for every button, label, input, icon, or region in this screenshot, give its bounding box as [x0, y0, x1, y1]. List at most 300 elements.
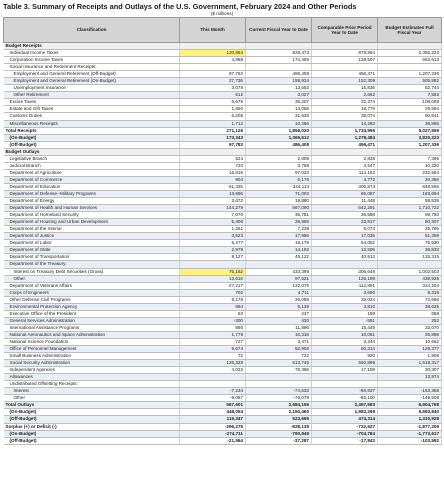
table-cell: 8,316 [378, 289, 442, 296]
row-label: Social Security Administration [4, 360, 180, 367]
row-label: Other [4, 395, 180, 402]
table-cell: 7,592 [378, 92, 442, 99]
table-cell [246, 148, 312, 155]
row-label: Estate and Gift Taxes [4, 106, 180, 113]
table-row [4, 155, 442, 162]
table-row [4, 205, 442, 212]
table-cell [246, 64, 312, 71]
row-label: Employment and General Retirement (Off-Budget) [4, 71, 180, 78]
table-row [4, 381, 442, 388]
table-row [4, 71, 442, 78]
table-cell: 35,781 [246, 212, 312, 219]
row-label: Department of Health and Human Services [4, 205, 180, 212]
table-cell: 8,127 [180, 254, 246, 261]
table-cell: 29,594 [378, 106, 442, 113]
table-cell: 11,896 [246, 324, 312, 331]
table-cell: 108,069 [378, 99, 442, 106]
table-cell: -296,275 [180, 423, 246, 430]
table-row [4, 162, 442, 169]
table-cell: 125,199 [312, 275, 378, 282]
table-cell: 560,899 [312, 360, 378, 367]
table-cell: -21,564 [180, 437, 246, 444]
column-header-prior-fytd: Comparable Prior Period Year to Date [312, 18, 378, 43]
table-cell: 58,539 [378, 198, 442, 205]
table-row [4, 134, 442, 141]
table-cell: 1,261 [180, 226, 246, 233]
table-cell: 1,207,336 [378, 141, 442, 148]
table-cell: 456,471 [312, 141, 378, 148]
row-label: Surplus (+) or Deficit (-) [4, 423, 180, 430]
table-cell: 524 [180, 155, 246, 162]
row-label: (On-Budget) [4, 430, 180, 437]
table-cell: 2,979 [180, 247, 246, 254]
row-label: Department of Housing and Urban Development [4, 219, 180, 226]
table-cell: -74,533 [246, 388, 312, 395]
row-label: (Off-Budget) [4, 437, 180, 444]
table-cell: 99,793 [378, 212, 442, 219]
table-cell: 14,193 [246, 247, 312, 254]
table-cell: 7,238 [246, 226, 312, 233]
table-cell: 702 [180, 289, 246, 296]
table-cell: -9,087 [180, 395, 246, 402]
table-cell: 119,347 [180, 416, 246, 423]
table-cell: 60,641 [378, 113, 442, 120]
row-label: Department of Labor [4, 240, 180, 247]
table-cell: 3,758 [246, 162, 312, 169]
row-label: Department of Veterans Affairs [4, 282, 180, 289]
table-cell: 72,668 [378, 296, 442, 303]
table-cell: 71,003 [246, 190, 312, 197]
table-cell: 878,884 [312, 50, 378, 57]
table-cell: 35,207 [246, 99, 312, 106]
table-cell: 2,160,460 [246, 409, 312, 416]
table-row [4, 85, 442, 92]
table-cell: 866 [180, 324, 246, 331]
table-cell: -790,848 [246, 430, 312, 437]
table-cell: -66,837 [312, 388, 378, 395]
table-cell: 232,584 [378, 169, 442, 176]
table-cell [312, 381, 378, 388]
row-label: Miscellaneous Receipts [4, 120, 180, 127]
row-label: (On-Budget) [4, 409, 180, 416]
table-cell: 12,505 [312, 247, 378, 254]
table-cell: -274,711 [180, 430, 246, 437]
table-cell: 3,547 [312, 162, 378, 169]
table-cell: 5,277 [180, 240, 246, 247]
table-cell: 13,696 [180, 190, 246, 197]
table-cell: 612 [180, 92, 246, 99]
table-cell: 86,087 [312, 190, 378, 197]
table-row [4, 346, 442, 353]
table-cell: 567,601 [180, 402, 246, 409]
table-cell: 76,630 [378, 240, 442, 247]
table-cell: 3,471 [246, 338, 312, 345]
table-cell: 97,763 [180, 71, 246, 78]
table-cell: 54,052 [312, 240, 378, 247]
column-header-budget-estimates: Budget Estimates Full Fiscal Year [378, 18, 442, 43]
row-label: Total Receipts [4, 127, 180, 134]
table-cell: -76,079 [246, 395, 312, 402]
table-cell: 1,002,503 [378, 268, 442, 275]
table-cell: 97,783 [180, 141, 246, 148]
table-cell: 10,316 [246, 331, 312, 338]
table-cell: -17,843 [312, 437, 378, 444]
table-cell: 120,884 [180, 50, 246, 57]
table-cell: 36,865 [378, 120, 442, 127]
table-cell: 45,122 [246, 254, 312, 261]
table-cell: 727 [180, 338, 246, 345]
table-cell: 732 [246, 353, 312, 360]
table-cell: 928,473 [246, 50, 312, 57]
table-row [4, 92, 442, 99]
table-row [4, 338, 442, 345]
table-cell: 13,553 [246, 85, 312, 92]
row-label: Corps of Engineers [4, 289, 180, 296]
table-cell: 5,176 [246, 176, 312, 183]
table-cell: 76,162 [180, 268, 246, 275]
table-cell: 126,328 [180, 360, 246, 367]
table-cell: 848,565 [378, 183, 442, 190]
table-cell [180, 148, 246, 155]
table-cell: 1,550 [180, 106, 246, 113]
row-label: National Science Foundation [4, 338, 180, 345]
table-cell: 8,178 [180, 296, 246, 303]
table-cell: 306,874 [312, 183, 378, 190]
row-label: Department of Justice [4, 233, 180, 240]
row-label: Unemployment Insurance [4, 85, 180, 92]
table-cell: 5,027,559 [378, 127, 442, 134]
table-row [4, 254, 442, 261]
table-row [4, 317, 442, 324]
row-label: Legislative Branch [4, 155, 180, 162]
table-cell: 25,024 [312, 296, 378, 303]
table-cell [312, 64, 378, 71]
table-row [4, 416, 442, 423]
table-cell [246, 261, 312, 268]
table-cell: -65,100 [312, 395, 378, 402]
column-header-current-fytd: Current Fiscal Year to Date [246, 18, 312, 43]
table-cell [246, 374, 312, 381]
row-label: Department of State [4, 247, 180, 254]
row-label: Department of Commerce [4, 176, 180, 183]
table-row [4, 331, 442, 338]
table-cell: 173,343 [180, 134, 246, 141]
table-cell: 2,355,223 [378, 50, 442, 57]
table-row [4, 310, 442, 317]
row-label: Other [4, 275, 180, 282]
row-label: Department of Homeland Security [4, 212, 180, 219]
table-cell: 430 [246, 317, 312, 324]
table-cell: 23,817 [312, 219, 378, 226]
table-cell: 7,396 [378, 155, 442, 162]
row-label: Department of Energy [4, 198, 180, 205]
table-cell: 129,377 [378, 346, 442, 353]
table-cell: 97,521 [246, 275, 312, 282]
table-cell: 4,888 [180, 57, 246, 64]
table-cell: -7,234 [180, 388, 246, 395]
row-label: Judicial Branch [4, 162, 180, 169]
table-cell: 2,835 [312, 155, 378, 162]
table-cell: 27,217 [180, 282, 246, 289]
table-cell: 97,023 [246, 169, 312, 176]
table-cell: 14,283 [312, 120, 378, 127]
table-cell: 1,906 [378, 353, 442, 360]
table-cell: 32,374 [312, 99, 378, 106]
table-cell: -1,877,209 [378, 423, 442, 430]
table-cell: -103,592 [378, 437, 442, 444]
row-label: Executive Office of the President [4, 310, 180, 317]
row-label: (Off-Budget) [4, 416, 180, 423]
row-label: National Aeronautics and Space Administration [4, 331, 180, 338]
table-cell: 159,934 [246, 78, 312, 85]
row-label: (Off-Budget) [4, 141, 180, 148]
table-cell: 486,408 [246, 141, 312, 148]
table-cell: 3,027 [246, 92, 312, 99]
row-label: Employment and General Retirement (On-Budget) [4, 78, 180, 85]
row-label: International Assistance Programs [4, 324, 180, 331]
table-row [4, 50, 442, 57]
table-cell: 52,902 [246, 346, 312, 353]
table-cell: 10,652 [378, 338, 442, 345]
table-cell: 20,356 [378, 176, 442, 183]
row-label: Other Retirement [4, 92, 180, 99]
table-cell: 474,314 [312, 416, 378, 423]
table-cell [312, 374, 378, 381]
table-cell: 1,207,336 [378, 71, 442, 78]
table-row [4, 106, 442, 113]
row-label: Department of Transportation [4, 254, 180, 261]
table-body [4, 43, 442, 445]
table-cell: 174,465 [246, 57, 312, 64]
table-cell: 2,457,583 [312, 402, 378, 409]
table-row [4, 409, 442, 416]
row-label: Individual Income Taxes [4, 50, 180, 57]
row-label: Undistributed Offsetting Receipts: [4, 381, 180, 388]
table-cell: 27,736 [180, 78, 246, 85]
table-row [4, 120, 442, 127]
table-title: Table 3. Summary of Receipts and Outlays of the U.S. Government, February 2024 and Other Periods [3, 2, 357, 11]
table-row [4, 183, 442, 190]
table-cell [378, 261, 442, 268]
table-row [4, 64, 442, 71]
table-row [4, 141, 442, 148]
row-label: Excise Taxes [4, 99, 180, 106]
row-label: Interest on Treasury Debt Securities (Gross) [4, 268, 180, 275]
table-cell [312, 261, 378, 268]
table-cell: 128,507 [312, 57, 378, 64]
table-row [4, 275, 442, 282]
table-cell: 1,310,928 [378, 416, 442, 423]
table-cell: 17,035 [312, 233, 378, 240]
row-label: Social Insurance and Retirement Receipts: [4, 64, 180, 71]
table-row [4, 402, 442, 409]
table-cell: 642,291 [312, 205, 378, 212]
row-label: Interest [4, 388, 180, 395]
table-cell: 4,711 [246, 289, 312, 296]
table-cell [180, 64, 246, 71]
table-cell: 10,081 [312, 331, 378, 338]
table-cell: 1,369,612 [246, 134, 312, 141]
table-cell: 1,856,020 [246, 127, 312, 134]
table-cell: 30,307 [378, 367, 442, 374]
table-row [4, 282, 442, 289]
table-cell: 994 [180, 303, 246, 310]
table-row [4, 127, 442, 134]
table-row [4, 78, 442, 85]
table-cell: 114,182 [312, 169, 378, 176]
table-cell: 7,070 [180, 212, 246, 219]
table-cell [312, 148, 378, 155]
table-cell: 9,674 [180, 346, 246, 353]
table-cell: 11,448 [312, 198, 378, 205]
row-label: Department of Agriculture [4, 169, 180, 176]
row-label: Budget Outlays [4, 148, 180, 155]
table-row [4, 268, 442, 275]
row-label: Total Outlays [4, 402, 180, 409]
table-cell: 920 [312, 353, 378, 360]
table-cell: 18,779 [312, 106, 378, 113]
table-cell: 16,819 [180, 169, 246, 176]
table-cell: 152,309 [312, 78, 378, 85]
table-cell: 50,314 [312, 346, 378, 353]
table-cell: 1,779 [180, 331, 246, 338]
table-row [4, 437, 442, 444]
row-label: General Services Administration [4, 317, 180, 324]
table-cell: 10,220 [378, 162, 442, 169]
table-cell: 5,593,840 [378, 409, 442, 416]
table-cell: 613,745 [246, 360, 312, 367]
table-row [4, 388, 442, 395]
table-cell: -722,627 [312, 423, 378, 430]
table-cell: 904 [180, 176, 246, 183]
table-cell: 61,335 [180, 183, 246, 190]
table-cell: 15,449 [312, 324, 378, 331]
table-cell [378, 148, 442, 155]
table-row [4, 198, 442, 205]
table-cell: 1,278,484 [312, 134, 378, 141]
table-cell: 26,999 [246, 219, 312, 226]
table-cell: 25,896 [378, 331, 442, 338]
table-cell: 3,078 [180, 85, 246, 92]
table-cell: 658 [378, 310, 442, 317]
table-cell [180, 381, 246, 388]
table-cell [246, 43, 312, 50]
table-cell: 663,613 [378, 57, 442, 64]
row-label: Budget Receipts [4, 43, 180, 50]
table-cell: 112,891 [312, 282, 378, 289]
table-cell: 31,628 [246, 113, 312, 120]
table-cell: 5,139 [246, 303, 312, 310]
table-row [4, 360, 442, 367]
table-cell: 1,734,955 [312, 127, 378, 134]
table-cell: 26,059 [246, 296, 312, 303]
table-cell: 4,772 [312, 176, 378, 183]
table-cell: 40,513 [312, 254, 378, 261]
table-cell [246, 381, 312, 388]
table-cell [180, 261, 246, 268]
row-label: Department of the Interior [4, 226, 180, 233]
receipts-outlays-table [3, 17, 442, 445]
table-cell: 36,588 [312, 212, 378, 219]
table-row [4, 176, 442, 183]
table-cell: 667,090 [246, 205, 312, 212]
table-row [4, 169, 442, 176]
table-row [4, 289, 442, 296]
table-cell: 10,266 [246, 120, 312, 127]
table-cell [378, 381, 442, 388]
table-cell: 6,073 [312, 226, 378, 233]
table-cell: 125,315 [378, 254, 442, 261]
row-label: Small Business Administration [4, 353, 180, 360]
table-cell: 6,208 [180, 113, 246, 120]
table-cell: 3,672 [180, 198, 246, 205]
table-cell: 183,694 [378, 190, 442, 197]
table-cell: 2,805 [246, 155, 312, 162]
table-cell: 456,471 [312, 71, 378, 78]
table-cell: 3,810 [312, 303, 378, 310]
table-cell: 433,369 [246, 268, 312, 275]
table-cell: 1,518,317 [378, 360, 442, 367]
table-cell [378, 64, 442, 71]
table-row [4, 247, 442, 254]
units-label: ($ millions) [210, 11, 234, 16]
table-cell: -149,506 [378, 395, 442, 402]
table-cell [180, 374, 246, 381]
table-cell: 78,396 [246, 367, 312, 374]
table-cell: 13,616 [180, 275, 246, 282]
row-label: (On-Budget) [4, 134, 180, 141]
table-cell: -300 [180, 317, 246, 324]
table-cell: 720 [180, 162, 246, 169]
table-cell: 3,820,223 [378, 134, 442, 141]
table-row [4, 423, 442, 430]
table-cell: 5,406 [180, 219, 246, 226]
table-cell: 25,765 [378, 226, 442, 233]
row-label: Corporation Income Taxes [4, 57, 180, 64]
row-label: Department of the Treasury: [4, 261, 180, 268]
table-row [4, 296, 442, 303]
table-row [4, 113, 442, 120]
table-cell: 252 [378, 317, 442, 324]
column-header-this-month: This Month [180, 18, 246, 43]
table-cell: 344,113 [246, 183, 312, 190]
table-cell: -828,135 [246, 423, 312, 430]
table-cell: 19,179 [246, 240, 312, 247]
table-row [4, 261, 442, 268]
table-row [4, 240, 442, 247]
table-row [4, 233, 442, 240]
table-cell [180, 43, 246, 50]
table-cell: 53 [180, 310, 246, 317]
table-cell: -1,773,617 [378, 430, 442, 437]
table-cell: -551 [312, 317, 378, 324]
table-cell: 523,695 [246, 416, 312, 423]
table-cell: 324,204 [378, 282, 442, 289]
row-label: Other Defense Civil Programs [4, 296, 180, 303]
table-cell: -163,356 [378, 388, 442, 395]
table-row [4, 324, 442, 331]
table-cell [378, 43, 442, 50]
table-row [4, 303, 442, 310]
table-cell: 52,744 [378, 85, 442, 92]
table-row [4, 219, 442, 226]
table-cell: 2,684,155 [246, 402, 312, 409]
table-row [4, 353, 442, 360]
table-cell: 15,836 [312, 85, 378, 92]
table-row [4, 190, 442, 197]
row-label: Department of Education [4, 183, 180, 190]
table-cell: 505,882 [378, 78, 442, 85]
